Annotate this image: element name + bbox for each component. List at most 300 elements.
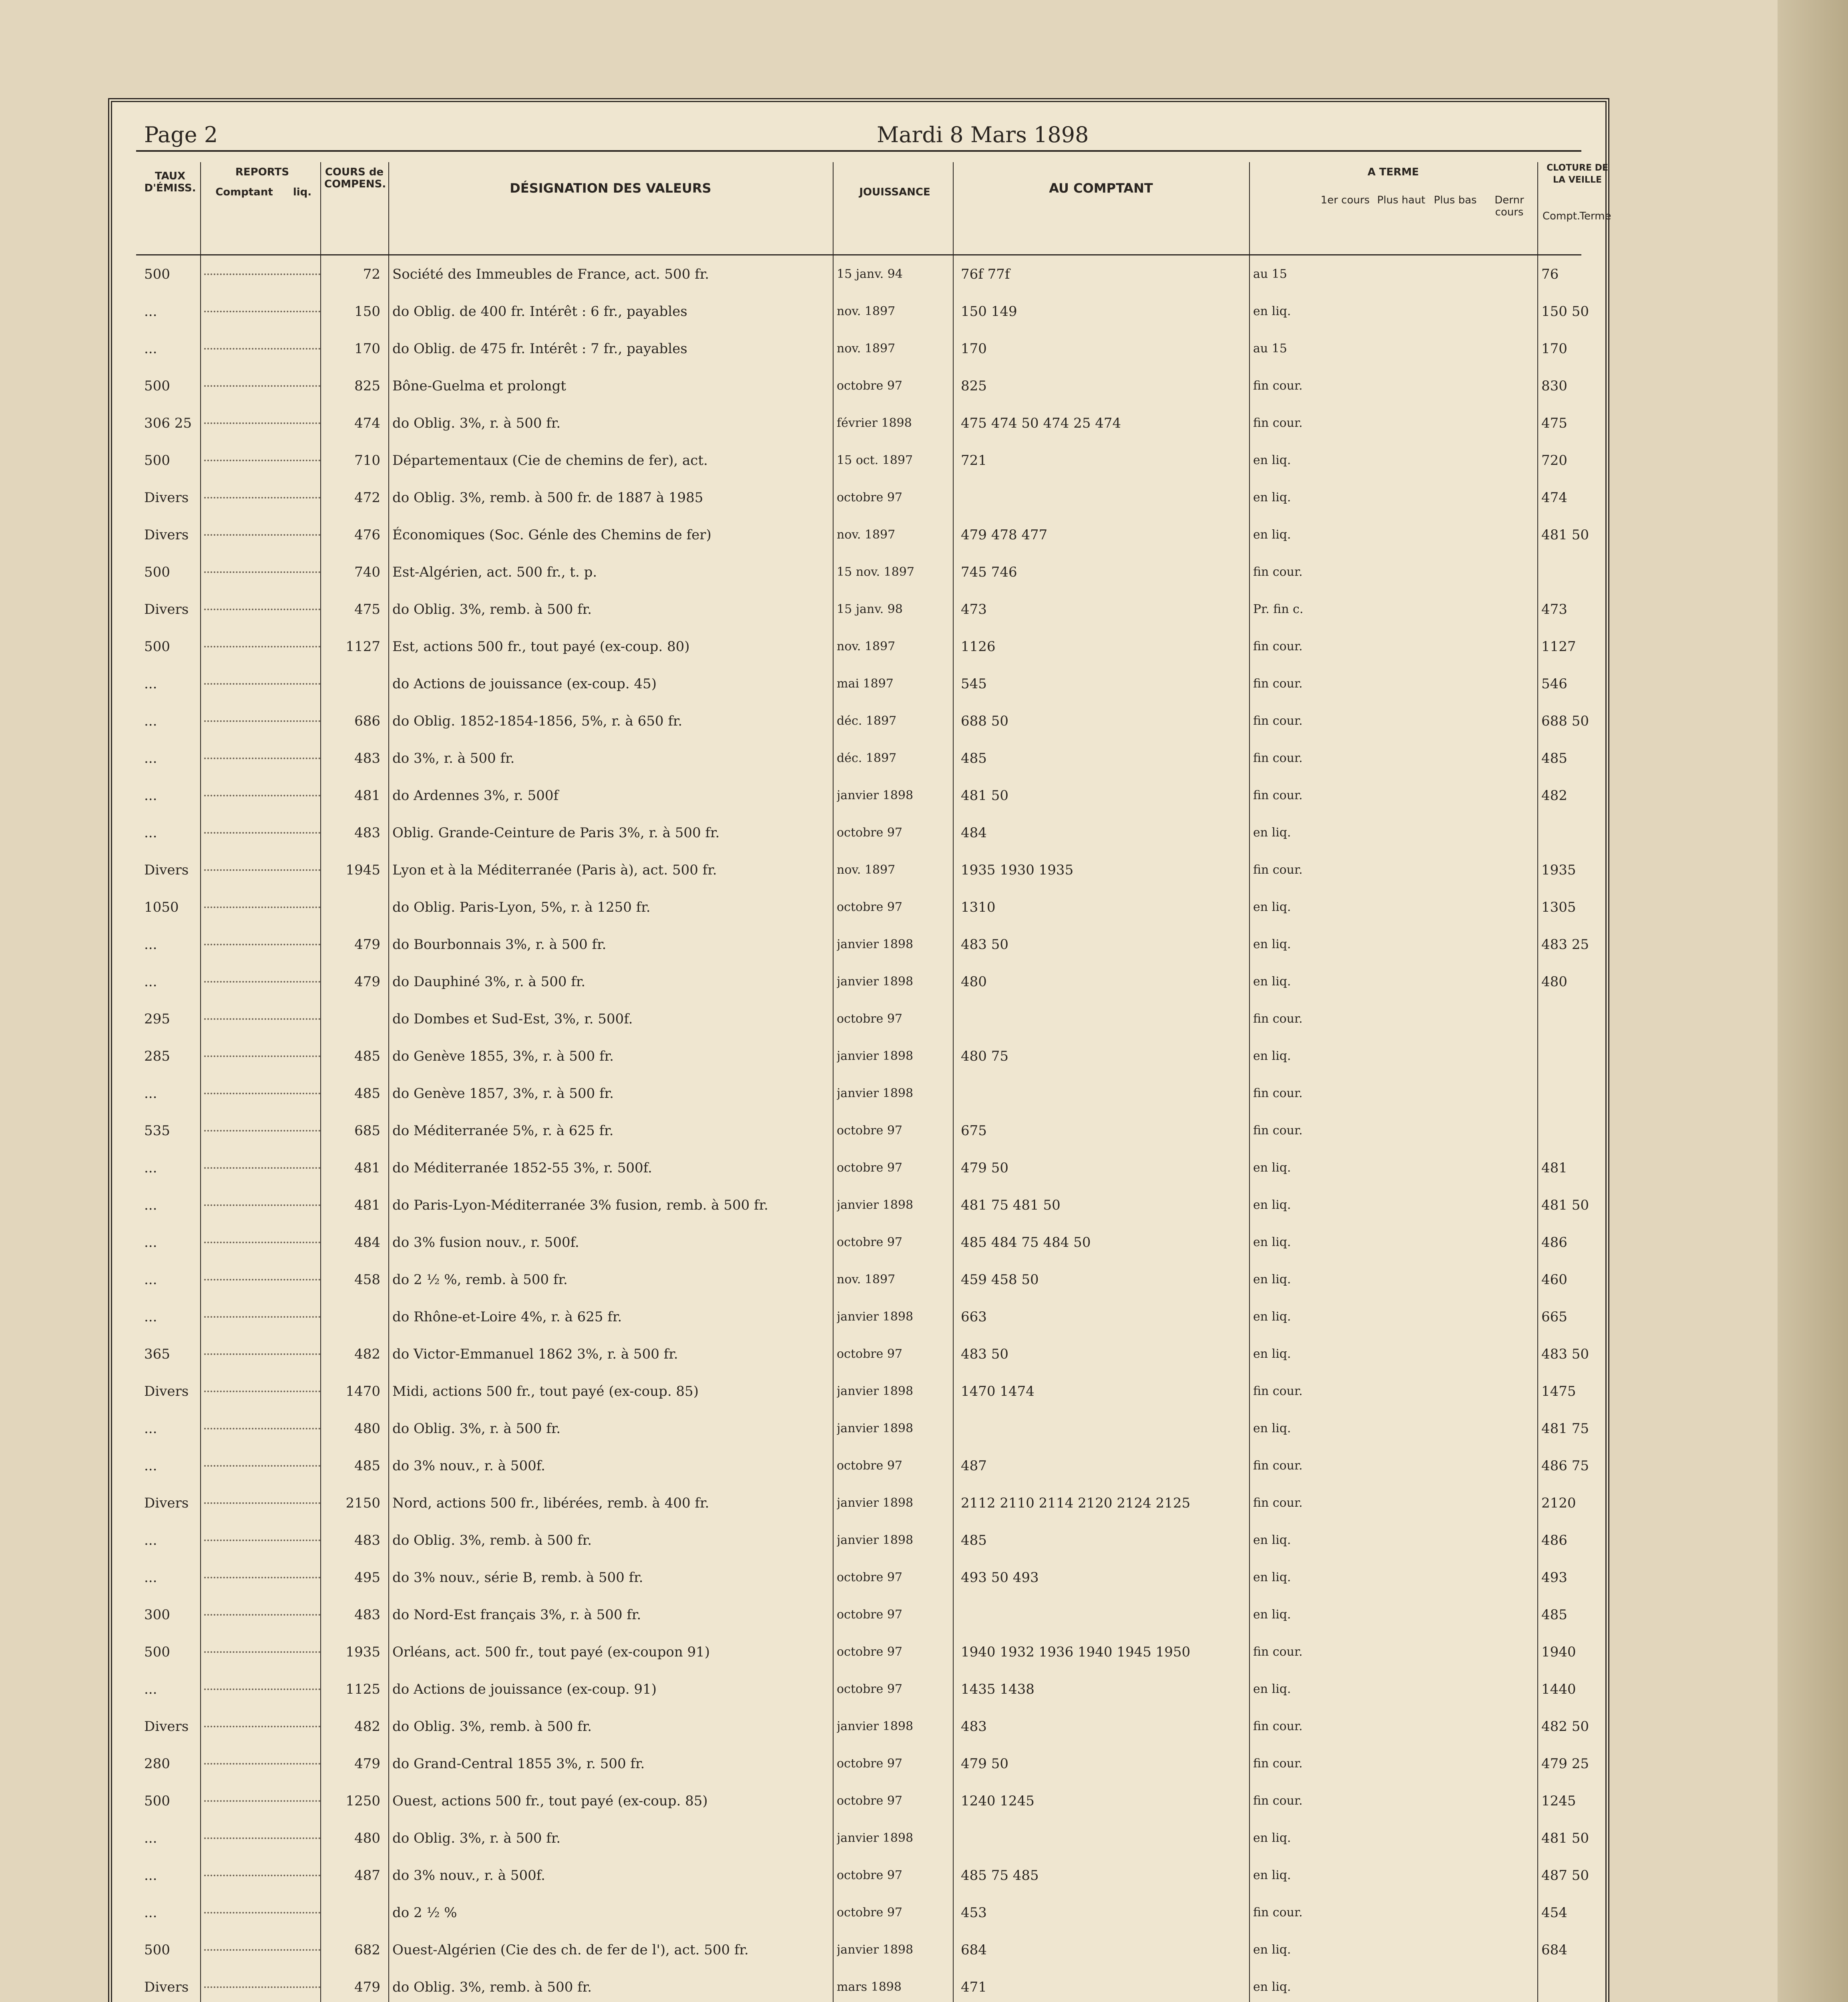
- cell-taux: ...: [144, 676, 157, 692]
- cell-au-comptant: 480 75: [961, 1048, 1008, 1064]
- dotted-leader: [204, 1949, 320, 1951]
- cell-jouissance: octobre 97: [837, 1347, 902, 1361]
- table-row: [136, 1901, 1581, 1925]
- cell-terme: en liq.: [1253, 1235, 1291, 1249]
- cell-au-comptant: 688 50: [961, 713, 1008, 729]
- cell-taux: 285: [144, 1048, 170, 1064]
- cell-au-comptant: 663: [961, 1309, 987, 1325]
- dotted-leader: [204, 869, 320, 871]
- cell-taux: Divers: [144, 1979, 189, 1995]
- table-row: [136, 672, 1581, 696]
- dotted-leader: [204, 571, 320, 573]
- cell-designation: Est-Algérien, act. 500 fr., t. p.: [392, 564, 597, 580]
- cell-jouissance: janvier 1898: [837, 1310, 914, 1324]
- cell-jouissance: octobre 97: [837, 379, 902, 393]
- cell-cours-compens: 480: [354, 1830, 380, 1846]
- cell-jouissance: octobre 97: [837, 1868, 902, 1882]
- cell-designation: do Dombes et Sud-Est, 3%, r. 500f.: [392, 1011, 633, 1027]
- dotted-leader: [204, 497, 320, 498]
- col-premier-cours: 1er cours: [1320, 194, 1370, 206]
- col-dernier-cours: Dernr cours: [1494, 194, 1524, 218]
- cell-cloture-compt: 1935: [1541, 862, 1576, 878]
- cell-designation: Société des Immeubles de France, act. 500 fr.: [392, 266, 709, 282]
- cell-jouissance: octobre 97: [837, 1161, 902, 1175]
- cell-taux: ...: [144, 713, 157, 729]
- cell-terme: fin cour.: [1253, 714, 1303, 728]
- col-plus-bas: Plus bas: [1434, 194, 1477, 206]
- cell-au-comptant: 487: [961, 1458, 987, 1474]
- cell-terme: fin cour.: [1253, 639, 1303, 653]
- cell-cloture-compt: 1940: [1541, 1644, 1576, 1660]
- cell-designation: Départementaux (Cie de chemins de fer), act.: [392, 452, 708, 468]
- cell-jouissance: déc. 1897: [837, 714, 897, 728]
- table-row: [136, 970, 1581, 994]
- cell-terme: au 15: [1253, 267, 1287, 281]
- table-row: [136, 523, 1589, 547]
- dotted-leader: [204, 609, 320, 610]
- cell-jouissance: janvier 1898: [837, 975, 914, 989]
- cell-cloture-compt: 1127: [1541, 639, 1576, 655]
- dotted-leader: [204, 1651, 320, 1653]
- dotted-leader: [204, 1167, 320, 1169]
- cell-jouissance: février 1898: [837, 416, 912, 430]
- dotted-leader: [204, 1465, 320, 1467]
- cell-cours-compens: 479: [354, 974, 380, 990]
- cell-cours-compens: 485: [354, 1458, 380, 1474]
- cell-terme: en liq.: [1253, 1310, 1291, 1324]
- dotted-leader: [204, 1428, 320, 1429]
- cell-cours-compens: 481: [354, 788, 380, 804]
- cell-designation: Est, actions 500 fr., tout payé (ex-coup. 80): [392, 639, 690, 655]
- cell-cloture-compt: 483 25: [1541, 937, 1589, 953]
- cell-jouissance: janvier 1898: [837, 937, 914, 951]
- cell-designation: do Dauphiné 3%, r. à 500 fr.: [392, 974, 586, 990]
- cell-cloture-compt: 481 50: [1541, 1197, 1589, 1213]
- dotted-leader: [204, 1055, 320, 1057]
- cell-taux: Divers: [144, 1383, 189, 1399]
- cell-designation: do Victor-Emmanuel 1862 3%, r. à 500 fr.: [392, 1346, 678, 1362]
- cell-cours-compens: 483: [354, 750, 380, 766]
- dotted-leader: [204, 1242, 320, 1243]
- cell-taux: 500: [144, 1942, 170, 1958]
- cell-cours-compens: 485: [354, 1048, 380, 1064]
- cell-cours-compens: 476: [354, 527, 380, 543]
- cell-cours-compens: 480: [354, 1421, 380, 1437]
- cell-designation: do Actions de jouissance (ex-coup. 45): [392, 676, 657, 692]
- table-row: [136, 1156, 1581, 1180]
- cell-designation: do Oblig. 3%, r. à 500 fr.: [392, 1421, 561, 1437]
- cell-cours-compens: 472: [354, 490, 380, 506]
- dotted-leader: [204, 1279, 320, 1280]
- cell-jouissance: 15 janv. 98: [837, 602, 903, 616]
- cell-au-comptant: 479 50: [961, 1756, 1008, 1772]
- cell-cloture-compt: 473: [1541, 601, 1567, 617]
- dotted-leader: [204, 1763, 320, 1765]
- cell-jouissance: octobre 97: [837, 1608, 902, 1622]
- cell-designation: do Paris-Lyon-Méditerranée 3% fusion, remb. à 500 fr.: [392, 1197, 769, 1213]
- cell-cloture-compt: 688 50: [1541, 713, 1589, 729]
- cell-terme: fin cour.: [1253, 1496, 1303, 1510]
- cell-designation: do Oblig. 3%, r. à 500 fr.: [392, 415, 561, 431]
- cell-cours-compens: 1125: [345, 1681, 380, 1697]
- table-row: [136, 597, 1581, 621]
- table-row: [136, 858, 1581, 882]
- cell-designation: do 3%, r. à 500 fr.: [392, 750, 515, 766]
- cell-au-comptant: 479 478 477: [961, 527, 1048, 543]
- cell-cours-compens: 483: [354, 825, 380, 841]
- cell-terme: fin cour.: [1253, 677, 1303, 691]
- cell-au-comptant: 481 50: [961, 788, 1008, 804]
- dotted-leader: [204, 1800, 320, 1802]
- cell-jouissance: octobre 97: [837, 1459, 902, 1473]
- cell-au-comptant: 483 50: [961, 937, 1008, 953]
- cell-cloture-compt: 479 25: [1541, 1756, 1589, 1772]
- cell-cours-compens: 482: [354, 1719, 380, 1735]
- cell-taux: 365: [144, 1346, 170, 1362]
- cell-taux: ...: [144, 1830, 157, 1846]
- cell-terme: en liq.: [1253, 528, 1291, 542]
- adjacent-page-edge: [1778, 0, 1848, 2002]
- dotted-leader: [204, 1577, 320, 1578]
- table-row: [136, 299, 1589, 324]
- dotted-leader: [204, 832, 320, 834]
- cell-cours-compens: 72: [363, 266, 380, 282]
- dotted-leader: [204, 1986, 320, 1988]
- cell-cloture-compt: 481: [1541, 1160, 1567, 1176]
- col-designation: DÉSIGNATION DES VALEURS: [510, 181, 711, 196]
- dotted-leader: [204, 1688, 320, 1690]
- cell-jouissance: janvier 1898: [837, 1086, 914, 1100]
- col-liq: liq.: [293, 186, 312, 198]
- dotted-leader: [204, 1018, 320, 1020]
- cell-jouissance: nov. 1897: [837, 1272, 896, 1286]
- cell-cloture-compt: 483 50: [1541, 1346, 1589, 1362]
- newspaper-page: [108, 98, 1609, 2002]
- page-number: Page 2: [144, 122, 218, 147]
- cell-cours-compens: 479: [354, 1756, 380, 1772]
- cell-terme: en liq.: [1253, 826, 1291, 840]
- cell-jouissance: janvier 1898: [837, 1049, 914, 1063]
- cell-jouissance: nov. 1897: [837, 528, 896, 542]
- cell-cloture-compt: 1440: [1541, 1681, 1576, 1697]
- col-terme: Terme: [1579, 210, 1611, 222]
- cell-terme: en liq.: [1253, 1533, 1291, 1547]
- cell-designation: do Oblig. 3%, remb. à 500 fr.: [392, 1719, 592, 1735]
- cell-taux: 500: [144, 564, 170, 580]
- cell-terme: en liq.: [1253, 304, 1291, 318]
- dotted-leader: [204, 683, 320, 685]
- cell-jouissance: octobre 97: [837, 1794, 902, 1808]
- cell-taux: ...: [144, 750, 157, 766]
- cell-jouissance: octobre 97: [837, 1906, 902, 1920]
- cell-taux: 500: [144, 1644, 170, 1660]
- dotted-leader: [204, 907, 320, 908]
- cell-terme: fin cour.: [1253, 1086, 1303, 1100]
- dotted-leader: [204, 1316, 320, 1318]
- dotted-leader: [204, 1502, 320, 1504]
- col-a-terme: A TERME: [1367, 166, 1419, 178]
- col-comptant-sub: Comptant: [215, 186, 273, 198]
- cell-terme: en liq.: [1253, 975, 1291, 989]
- cell-cours-compens: 483: [354, 1532, 380, 1548]
- table-row: [136, 1528, 1581, 1552]
- cell-cloture-compt: 486: [1541, 1234, 1567, 1250]
- cell-cours-compens: 487: [354, 1867, 380, 1883]
- col-compt: Compt.: [1542, 210, 1581, 222]
- cell-au-comptant: 1435 1438: [961, 1681, 1034, 1697]
- table-row: [136, 1491, 1581, 1515]
- cell-terme: en liq.: [1253, 453, 1291, 467]
- cell-terme: Pr. fin c.: [1253, 602, 1304, 616]
- cell-au-comptant: 485: [961, 1532, 987, 1548]
- cell-au-comptant: 480: [961, 974, 987, 990]
- cell-cloture-compt: 460: [1541, 1272, 1567, 1288]
- table-row: [136, 746, 1581, 770]
- dotted-leader: [204, 1875, 320, 1876]
- cell-taux: ...: [144, 1532, 157, 1548]
- col-reports: REPORTS: [235, 166, 289, 178]
- cell-designation: do Méditerranée 1852-55 3%, r. 500f.: [392, 1160, 652, 1176]
- cell-au-comptant: 1470 1474: [961, 1383, 1034, 1399]
- table-row: [136, 933, 1589, 957]
- cell-jouissance: nov. 1897: [837, 342, 896, 356]
- cell-designation: do Oblig. de 400 fr. Intérêt : 6 fr., payables: [392, 304, 687, 320]
- cell-au-comptant: 484: [961, 825, 987, 841]
- cell-designation: Oblig. Grande-Ceinture de Paris 3%, r. à 500 fr.: [392, 825, 720, 841]
- cell-taux: Divers: [144, 1719, 189, 1735]
- cell-designation: do Oblig. Paris-Lyon, 5%, r. à 1250 fr.: [392, 899, 651, 915]
- cell-terme: en liq.: [1253, 937, 1291, 951]
- cell-cours-compens: 686: [354, 713, 380, 729]
- cell-jouissance: 15 oct. 1897: [837, 453, 913, 467]
- cell-taux: 500: [144, 1793, 170, 1809]
- cell-cloture-compt: 1245: [1541, 1793, 1576, 1809]
- cell-taux: Divers: [144, 601, 189, 617]
- dotted-leader: [204, 1093, 320, 1094]
- cell-terme: en liq.: [1253, 1421, 1291, 1435]
- cell-designation: do 3% nouv., série B, remb. à 500 fr.: [392, 1570, 643, 1586]
- dotted-leader: [204, 385, 320, 387]
- cell-taux: Divers: [144, 490, 189, 506]
- cell-taux: ...: [144, 341, 157, 357]
- cell-cours-compens: 474: [354, 415, 380, 431]
- cell-jouissance: octobre 97: [837, 1682, 902, 1696]
- cell-designation: do Oblig. 3%, remb. à 500 fr.: [392, 601, 592, 617]
- cell-designation: Économiques (Soc. Génle des Chemins de fer): [392, 527, 711, 543]
- dotted-leader: [204, 720, 320, 722]
- table-row: [136, 1938, 1581, 1962]
- cell-cours-compens: 170: [354, 341, 380, 357]
- table-row: [136, 1789, 1581, 1813]
- cell-cours-compens: 710: [354, 452, 380, 468]
- col-au-comptant: AU COMPTANT: [1049, 181, 1153, 196]
- table-row: [136, 1566, 1581, 1590]
- cell-jouissance: mai 1897: [837, 677, 894, 691]
- table-row: [136, 486, 1581, 510]
- cell-designation: do Oblig. 3%, remb. à 500 fr.: [392, 1532, 592, 1548]
- cell-taux: 280: [144, 1756, 170, 1772]
- cell-designation: Nord, actions 500 fr., libérées, remb. à 400 fr.: [392, 1495, 709, 1511]
- cell-taux: ...: [144, 1421, 157, 1437]
- cell-jouissance: janvier 1898: [837, 1384, 914, 1398]
- cell-au-comptant: 745 746: [961, 564, 1017, 580]
- cell-cloture-compt: 475: [1541, 415, 1567, 431]
- cell-jouissance: janvier 1898: [837, 788, 914, 802]
- cell-cours-compens: 481: [354, 1160, 380, 1176]
- cell-designation: Orléans, act. 500 fr., tout payé (ex-coupon 91): [392, 1644, 710, 1660]
- table-row: [136, 1975, 1581, 1999]
- dotted-leader: [204, 348, 320, 350]
- col-plus-haut: Plus haut: [1377, 194, 1426, 206]
- table-row: [136, 1305, 1581, 1329]
- cell-cours-compens: 485: [354, 1085, 380, 1102]
- col-taux: TAUX D'ÉMISS.: [144, 170, 196, 194]
- cell-cloture-compt: 493: [1541, 1570, 1567, 1586]
- dotted-leader: [204, 1912, 320, 1914]
- cell-terme: fin cour.: [1253, 1757, 1303, 1771]
- cell-cours-compens: 475: [354, 601, 380, 617]
- cell-au-comptant: 475 474 50 474 25 474: [961, 415, 1121, 431]
- cell-au-comptant: 721: [961, 452, 987, 468]
- cell-taux: ...: [144, 825, 157, 841]
- cell-cours-compens: 482: [354, 1346, 380, 1362]
- cell-cours-compens: 1470: [345, 1383, 380, 1399]
- cell-au-comptant: 483 50: [961, 1346, 1008, 1362]
- cell-jouissance: janvier 1898: [837, 1198, 914, 1212]
- dotted-leader: [204, 758, 320, 759]
- page-header: [136, 118, 1581, 152]
- cell-taux: 295: [144, 1011, 170, 1027]
- cell-taux: ...: [144, 974, 157, 990]
- cell-cloture-compt: 454: [1541, 1905, 1567, 1921]
- cell-terme: en liq.: [1253, 1272, 1291, 1286]
- cell-terme: en liq.: [1253, 1868, 1291, 1882]
- cell-terme: en liq.: [1253, 1682, 1291, 1696]
- cell-jouissance: nov. 1897: [837, 639, 896, 653]
- cell-cloture-compt: 481 75: [1541, 1421, 1589, 1437]
- table-row: [136, 560, 1581, 584]
- cell-designation: do Actions de jouissance (ex-coup. 91): [392, 1681, 657, 1697]
- cell-cloture-compt: 485: [1541, 750, 1567, 766]
- table-row: [136, 1752, 1589, 1776]
- cell-terme: fin cour.: [1253, 1906, 1303, 1920]
- cell-terme: fin cour.: [1253, 1459, 1303, 1473]
- cell-terme: en liq.: [1253, 1347, 1291, 1361]
- cell-jouissance: octobre 97: [837, 490, 902, 505]
- dotted-leader: [204, 1391, 320, 1392]
- cell-au-comptant: 481 75 481 50: [961, 1197, 1061, 1213]
- cell-cloture-compt: 1305: [1541, 899, 1576, 915]
- table-row: [136, 1417, 1589, 1441]
- cell-cloture-compt: 170: [1541, 341, 1567, 357]
- cell-designation: do Oblig. 1852-1854-1856, 5%, r. à 650 fr.: [392, 713, 683, 729]
- cell-cours-compens: 740: [354, 564, 380, 580]
- cell-taux: 500: [144, 266, 170, 282]
- cell-taux: ...: [144, 788, 157, 804]
- cell-terme: au 15: [1253, 342, 1287, 356]
- cell-terme: fin cour.: [1253, 788, 1303, 802]
- table-row: [136, 635, 1581, 659]
- cell-designation: do 3% nouv., r. à 500f.: [392, 1867, 545, 1883]
- cell-cours-compens: 458: [354, 1272, 380, 1288]
- cell-jouissance: octobre 97: [837, 900, 902, 914]
- cell-terme: fin cour.: [1253, 1384, 1303, 1398]
- cell-taux: 500: [144, 452, 170, 468]
- cell-terme: fin cour.: [1253, 1012, 1303, 1026]
- cell-cloture-compt: 1475: [1541, 1383, 1576, 1399]
- quotation-table: [136, 262, 1589, 2002]
- cell-designation: do Oblig. 3%, r. à 500 fr.: [392, 1830, 561, 1846]
- table-row: [136, 1603, 1581, 1627]
- cell-cours-compens: 479: [354, 937, 380, 953]
- table-row: [136, 1230, 1581, 1254]
- cell-cours-compens: 682: [354, 1942, 380, 1958]
- dotted-leader: [204, 646, 320, 647]
- cell-cours-compens: 495: [354, 1570, 380, 1586]
- cell-taux: ...: [144, 1458, 157, 1474]
- cell-au-comptant: 483: [961, 1719, 987, 1735]
- cell-jouissance: octobre 97: [837, 1012, 902, 1026]
- cell-designation: do Rhône-et-Loire 4%, r. à 625 fr.: [392, 1309, 622, 1325]
- cell-jouissance: octobre 97: [837, 1570, 902, 1584]
- cell-cloture-compt: 720: [1541, 452, 1567, 468]
- cell-designation: do Bourbonnais 3%, r. à 500 fr.: [392, 937, 607, 953]
- cell-designation: do 3% fusion nouv., r. 500f.: [392, 1234, 579, 1250]
- cell-jouissance: 15 nov. 1897: [837, 565, 914, 579]
- cell-jouissance: octobre 97: [837, 1124, 902, 1138]
- cell-designation: do 2 ½ %, remb. à 500 fr.: [392, 1272, 568, 1288]
- cell-cours-compens: 1127: [345, 639, 380, 655]
- table-row: [136, 411, 1581, 435]
- cell-designation: Ouest, actions 500 fr., tout payé (ex-coup. 85): [392, 1793, 708, 1809]
- dotted-leader: [204, 795, 320, 796]
- cell-terme: en liq.: [1253, 900, 1291, 914]
- cell-jouissance: mars 1898: [837, 1980, 902, 1994]
- cell-au-comptant: 1240 1245: [961, 1793, 1034, 1809]
- cell-taux: 306 25: [144, 415, 192, 431]
- cell-taux: 500: [144, 378, 170, 394]
- cell-taux: Divers: [144, 1495, 189, 1511]
- cell-terme: en liq.: [1253, 1198, 1291, 1212]
- cell-cloture-compt: 665: [1541, 1309, 1567, 1325]
- cell-terme: en liq.: [1253, 1161, 1291, 1175]
- cell-au-comptant: 453: [961, 1905, 987, 1921]
- cell-designation: do Genève 1857, 3%, r. à 500 fr.: [392, 1085, 614, 1102]
- cell-taux: ...: [144, 1234, 157, 1250]
- cell-cloture-compt: 482 50: [1541, 1719, 1589, 1735]
- cell-terme: fin cour.: [1253, 863, 1303, 877]
- cell-cloture-compt: 150 50: [1541, 304, 1589, 320]
- cell-cloture-compt: 830: [1541, 378, 1567, 394]
- cell-cours-compens: 481: [354, 1197, 380, 1213]
- cell-cloture-compt: 486: [1541, 1532, 1567, 1548]
- table-row: [136, 1640, 1581, 1664]
- dotted-leader: [204, 1204, 320, 1206]
- cell-terme: en liq.: [1253, 1980, 1291, 1994]
- cell-terme: fin cour.: [1253, 1794, 1303, 1808]
- table-row: [136, 895, 1581, 919]
- cell-designation: do 2 ½ %: [392, 1905, 457, 1921]
- cell-jouissance: nov. 1897: [837, 863, 896, 877]
- cell-jouissance: janvier 1898: [837, 1831, 914, 1845]
- cell-au-comptant: 1310: [961, 899, 996, 915]
- cell-cours-compens: 2150: [345, 1495, 380, 1511]
- cell-cours-compens: 825: [354, 378, 380, 394]
- cell-taux: ...: [144, 1570, 157, 1586]
- cell-terme: fin cour.: [1253, 565, 1303, 579]
- dotted-leader: [204, 273, 320, 275]
- cell-taux: ...: [144, 1309, 157, 1325]
